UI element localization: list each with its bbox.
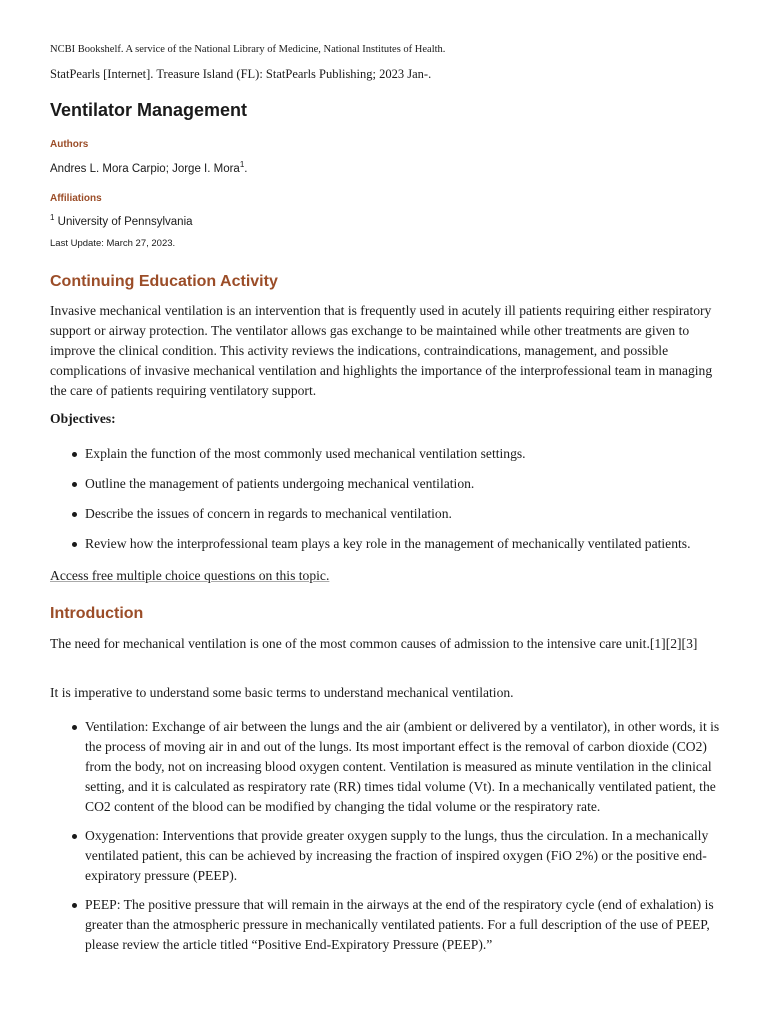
author-affiliation-sup[interactable]: 1 — [239, 160, 245, 169]
list-item: Outline the management of patients undergoing mechanical ventilation. — [50, 474, 720, 494]
objectives-list — [50, 444, 720, 564]
list-item: Explain the function of the most commonly used mechanical ventilation settings. — [50, 444, 720, 464]
list-item: Review how the interprofessional team plays a key role in the management of mechanically ventilated patients. — [50, 534, 720, 554]
cea-paragraph: Invasive mechanical ventilation is an intervention that is frequently used in acutely ill patients requiring either respiratory support or airway protection. The ventilator allows gas exchange to be maintained while other treatments are given to improve the clinical condition. This activity reviews the indications, contraindications, management, and possible complications of invasive mechanical ventilation and highlights the importance of the interprofessional team in managing the care of patients requiring ventilatory support. — [50, 303, 713, 398]
terms-list — [50, 717, 720, 964]
introduction-heading: Introduction — [50, 605, 144, 622]
access-questions — [50, 568, 329, 584]
intro-paragraph-2: It is imperative to understand some basic terms to understand mechanical ventilation. — [50, 685, 514, 700]
affiliation-sup: 1 — [50, 213, 55, 222]
list-item: Describe the issues of concern in regards to mechanical ventilation. — [50, 504, 720, 524]
objectives-label: Objectives: — [50, 411, 116, 426]
continuing-education-heading: Continuing Education Activity — [50, 273, 278, 290]
author-names[interactable]: Andres L. Mora Carpio; Jorge I. Mora — [50, 162, 240, 175]
authors-trailing: . — [244, 162, 248, 175]
intro-paragraph-1: The need for mechanical ventilation is one of the most common causes of admission to the intensive care unit.[1][2][3] — [50, 636, 698, 651]
list-item: Ventilation: Exchange of air between the lungs and the air (ambient or delivered by a ventilator), in other words, it is the process of moving air in and out of the lungs. Its most important effect is the removal of carbon dioxide (CO2) from the body, not on increasing blood oxygen content. Ventilation is measured as minute ventilation in the clinical setting, and it is calculated as respiratory rate (RR) times tidal volume (Vt). In a mechanically ventilated patient, the CO2 content of the blood can be modified by changing the tidal volume or the respiratory rate. — [50, 717, 720, 817]
page-title: Ventilator Management — [50, 100, 248, 120]
last-update: Last Update: March 27, 2023. — [50, 238, 176, 249]
source-citation: StatPearls [Internet]. Treasure Island (FL): StatPearls Publishing; 2023 Jan-. — [50, 67, 432, 81]
access-questions-link[interactable]: Access free multiple choice questions on this topic. — [50, 568, 330, 583]
bookshelf-line: NCBI Bookshelf. A service of the National Library of Medicine, National Institutes of Health. — [50, 44, 446, 55]
list-item: PEEP: The positive pressure that will remain in the airways at the end of the respiratory cycle (end of exhalation) is greater than the atmospheric pressure in mechanically ventilated patients. For a full description of the use of PEEP, please review the article titled “Positive End-Expiratory Pressure (PEEP).” — [50, 895, 720, 955]
authors-list — [50, 160, 248, 175]
authors-label: Authors — [50, 139, 89, 150]
list-item: Oxygenation: Interventions that provide greater oxygen supply to the lungs, thus the circulation. In a mechanically ventilated patient, this can be achieved by increasing the fraction of inspired oxygen (FiO 2%) or the positive end-expiratory pressure (PEEP). — [50, 826, 720, 886]
affiliation-entry — [50, 213, 193, 228]
affiliation-text: University of Pennsylvania — [54, 215, 193, 228]
affiliations-label: Affiliations — [50, 193, 102, 204]
